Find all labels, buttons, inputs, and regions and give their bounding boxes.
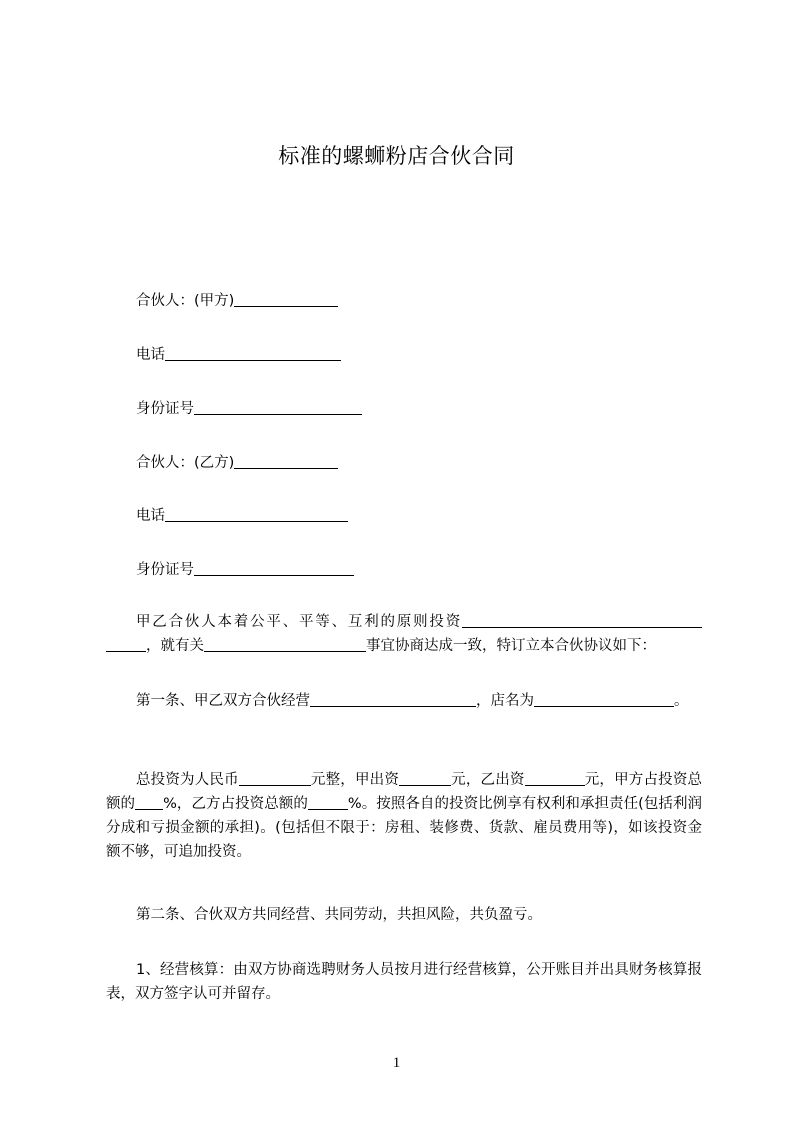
article-1-blank-3 [644,691,674,707]
clause-1-paragraph: 1、经营核算：由双方协商选聘财务人员按月进行经营核算，公开账目并出具财务核算报表，双方签字认可并留存。 [106,962,702,1002]
intro-text-2: ，就有关 [146,638,204,654]
article-1-text-1: 第一条、甲乙双方合伙经营 [136,693,310,709]
party-b-id-blank [194,560,354,576]
party-b-phone-blank [165,506,348,522]
article-1-blank-1 [310,691,476,707]
investment-text-6: %。按照各自的投资比例享有权利和承担责任(包括利润分成和亏损金额的承担)。(包括但不限于：房租、装修费、货款、雇员费用等)，如该投资金额不够，可追加投资。 [106,796,703,860]
intro-text-1: 甲乙合伙人本着公平、平等、互利的原则投资 [136,614,462,630]
party-b-share-blank [308,794,348,810]
investment-text-1: 总投资为人民币 [136,772,239,788]
party-a-phone-line [136,344,341,366]
party-a-contribution-blank [399,770,451,786]
intro-text-3: 事宜协商达成一致，特订立本合伙协议如下： [366,638,656,654]
party-a-id-label: 身份证号 [136,401,194,417]
party-a-blank [234,291,338,307]
party-b-id-line [136,559,354,581]
intro-blank-3 [204,636,366,652]
party-a-phone-blank [165,345,341,361]
investment-text-2: 元整，甲出资 [310,772,399,788]
party-b-blank [234,453,338,469]
intro-blank-1 [462,612,702,628]
investment-text-4: 元，甲方占投资总额的 [106,772,703,812]
article-1-paragraph [106,689,702,713]
intro-blank-2 [106,636,146,652]
article-1-text-2: ，店名为 [476,693,534,709]
investment-paragraph [106,768,702,864]
article-1-text-3: 。 [674,693,689,709]
party-b-line [136,452,338,474]
total-investment-blank [239,770,311,786]
party-b-phone-label: 电话 [136,508,165,524]
party-b-id-label: 身份证号 [136,562,194,578]
document-title: 标准的螺蛳粉店合伙合同 [278,144,515,168]
party-a-label: 合伙人：(甲方) [136,293,235,309]
party-a-line [136,290,338,312]
party-b-contribution-blank [525,770,585,786]
party-b-phone-line [136,505,348,527]
article-2-paragraph: 第二条、合伙双方共同经营、共同劳动，共担风险，共负盈亏。 [136,907,542,923]
investment-text-3: 元，乙出资 [451,772,525,788]
page-number: 1 [392,1055,401,1071]
intro-paragraph [106,610,702,658]
party-a-id-line [136,398,362,420]
party-a-phone-label: 电话 [136,347,165,363]
party-b-label: 合伙人：(乙方) [136,455,235,471]
investment-text-5: %，乙方占投资总额的 [163,796,308,812]
article-1-blank-2 [534,691,644,707]
party-a-share-blank [135,794,163,810]
party-a-id-blank [194,399,362,415]
